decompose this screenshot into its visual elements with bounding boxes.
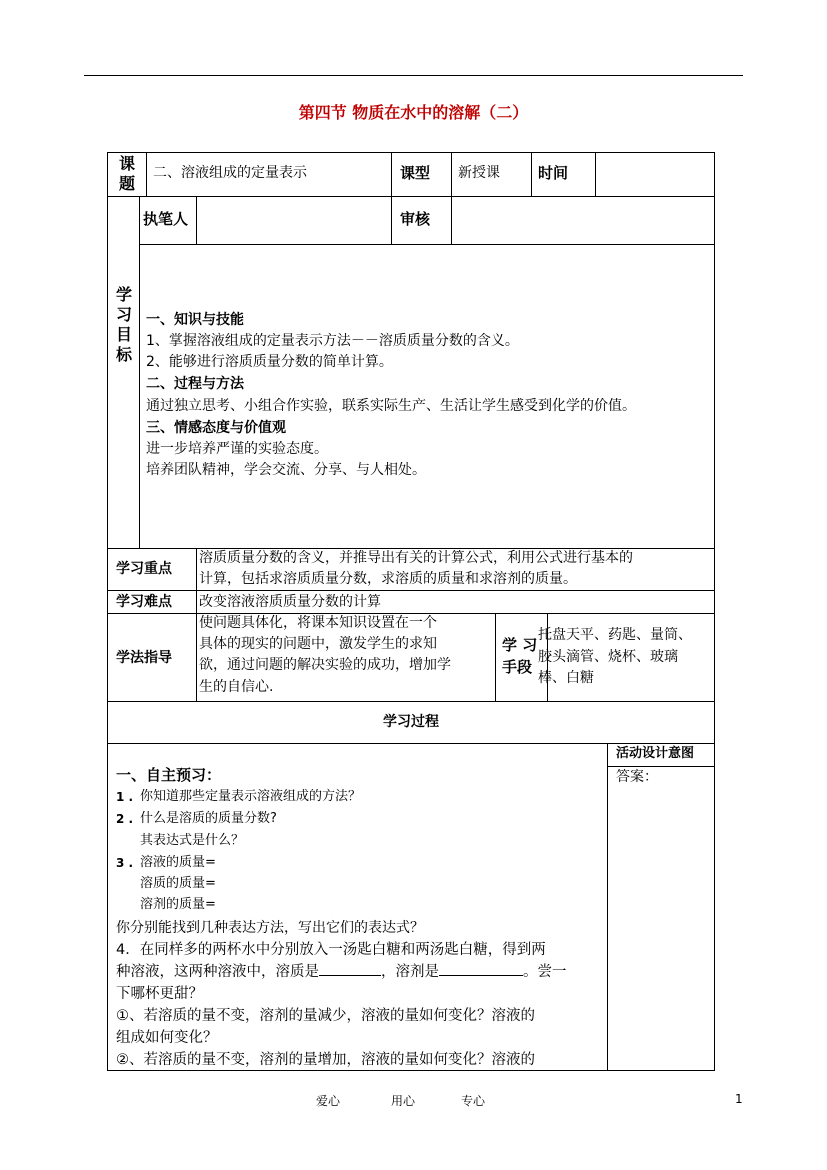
preview-heading: 一、自主预习： xyxy=(116,766,222,784)
key-points-content-cell xyxy=(196,548,715,591)
difficulty-label: 学习难点 xyxy=(116,594,172,610)
q2-text: 什么是溶质的质量分数? xyxy=(140,811,277,826)
author-value-cell xyxy=(196,196,392,245)
means-line-1: 托盘天平、药匙、量筒、 xyxy=(538,627,692,643)
activity-label-cell xyxy=(607,743,715,767)
q3-solvent: 溶剂的质量= xyxy=(140,897,216,912)
method-line-1: 使问题具体化，将课本知识设置在一个 xyxy=(199,615,437,631)
topic-value: 二、溶液组成的定量表示 xyxy=(153,165,307,181)
q2-sub: 其表达式是什么？ xyxy=(140,833,245,848)
goals-heading-3: 三、情感态度与价值观 xyxy=(146,420,286,436)
goals-line-4: 进一步培养严谨的实验态度。 xyxy=(146,441,328,457)
goals-heading-1: 一、知识与技能 xyxy=(146,312,244,328)
means-line-3: 棒、白糖 xyxy=(538,670,594,686)
key-points-label-cell xyxy=(107,548,197,591)
q4-prompt-taste: 。尝一 xyxy=(523,964,567,980)
q4-line-3: 下哪杯更甜？ xyxy=(116,986,203,1002)
topic-label: 课题 xyxy=(118,154,135,193)
method-content-cell xyxy=(196,613,496,702)
type-value: 新授课 xyxy=(458,165,500,181)
key-points-label: 学习重点 xyxy=(116,561,172,577)
q1-number: 1 . xyxy=(116,790,134,804)
footer-effort: 用心 xyxy=(391,1094,416,1108)
key-points-line-1: 溶质质量分数的含义，并推导出有关的计算公式，利用公式进行基本的 xyxy=(199,550,633,566)
q5-line-1: ①、若溶质的量不变，溶剂的量减少，溶液的量如何变化？溶液的 xyxy=(116,1008,535,1024)
q4-line-2 xyxy=(116,963,567,982)
difficulty-content-cell xyxy=(196,590,715,614)
type-label-cell xyxy=(391,152,452,197)
time-label-cell xyxy=(531,152,596,197)
q5-line-2: 组成如何变化？ xyxy=(116,1030,218,1046)
goals-line-1: 1、掌握溶液组成的定量表示方法－－溶质质量分数的含义。 xyxy=(146,333,519,349)
topic-label-cell xyxy=(107,152,147,197)
means-line-2: 胶头滴管、烧杯、玻璃 xyxy=(538,649,678,665)
page-number: 1 xyxy=(735,1092,743,1106)
footer-focus: 专心 xyxy=(461,1094,486,1108)
header-rule xyxy=(84,75,743,76)
method-line-2: 具体的现实的问题中，激发学生的求知 xyxy=(199,636,437,652)
method-label: 学法指导 xyxy=(116,650,172,666)
time-value-cell xyxy=(595,152,715,197)
q4-prompt-solute: 种溶液，这两种溶液中，溶质是 xyxy=(116,964,319,980)
solvent-blank[interactable] xyxy=(439,963,523,976)
q1-text: 你知道那些定量表示溶液组成的方法？ xyxy=(140,789,362,804)
review-value-cell xyxy=(451,196,715,245)
q3-solution: 溶液的质量= xyxy=(140,855,216,870)
q3-solute: 溶质的质量= xyxy=(140,876,216,891)
goals-line-3: 通过独立思考、小组合作实验，联系实际生产、生活让学生感受到化学的价值。 xyxy=(146,398,636,414)
time-label: 时间 xyxy=(538,164,569,182)
goals-line-5: 培养团队精神，学会交流、分享、与人相处。 xyxy=(146,462,426,478)
type-label: 课型 xyxy=(400,164,431,182)
review-label-cell xyxy=(391,196,452,245)
q4-prompt-solvent: ，溶剂是 xyxy=(381,964,439,980)
means-content-cell xyxy=(538,613,715,702)
author-label-cell xyxy=(139,196,197,245)
method-line-4: 生的自信心. xyxy=(199,679,274,695)
goals-label: 学习目标 xyxy=(116,285,133,364)
review-label: 审核 xyxy=(400,210,431,228)
q3-number: 3 . xyxy=(116,856,134,870)
activity-content-cell xyxy=(607,766,715,1071)
page-title: 第四节 物质在水中的溶解（二） xyxy=(298,103,529,122)
q3-question: 你分别能找到几种表达方法，写出它们的表达式？ xyxy=(116,920,424,936)
q2-number: 2 . xyxy=(116,812,134,826)
goals-content-cell xyxy=(139,244,715,549)
process-label: 学习过程 xyxy=(383,714,439,730)
goals-label-cell xyxy=(107,196,140,549)
goals-line-2: 2、能够进行溶质质量分数的简单计算。 xyxy=(146,354,393,370)
key-points-line-2: 计算，包括求溶质质量分数，求溶质的质量和求溶剂的质量。 xyxy=(199,571,577,587)
method-label-cell xyxy=(107,613,197,702)
difficulty-label-cell xyxy=(107,590,197,614)
process-body-cell xyxy=(107,743,608,1071)
method-line-3: 欲，通过问题的解决实验的成功，增加学 xyxy=(199,657,451,673)
means-label-2: 手段 xyxy=(502,658,533,676)
author-label: 执笔人 xyxy=(143,210,189,228)
footer-love: 爱心 xyxy=(316,1094,341,1108)
means-label-1: 学 习 xyxy=(502,636,538,654)
goals-heading-2: 二、过程与方法 xyxy=(146,376,244,392)
activity-label: 活动设计意图 xyxy=(616,746,695,761)
answer-label: 答案： xyxy=(616,769,658,785)
difficulty-text: 改变溶液溶质质量分数的计算 xyxy=(199,594,381,610)
q6-line-1: ②、若溶质的量不变，溶剂的量增加，溶液的量如何变化？溶液的 xyxy=(116,1052,535,1068)
solute-blank[interactable] xyxy=(319,963,381,976)
topic-value-cell xyxy=(146,152,392,197)
q4-line-1: 4．在同样多的两杯水中分别放入一汤匙白糖和两汤匙白糖，得到两 xyxy=(116,942,546,958)
process-header-cell xyxy=(107,701,715,744)
type-value-cell xyxy=(451,152,532,197)
